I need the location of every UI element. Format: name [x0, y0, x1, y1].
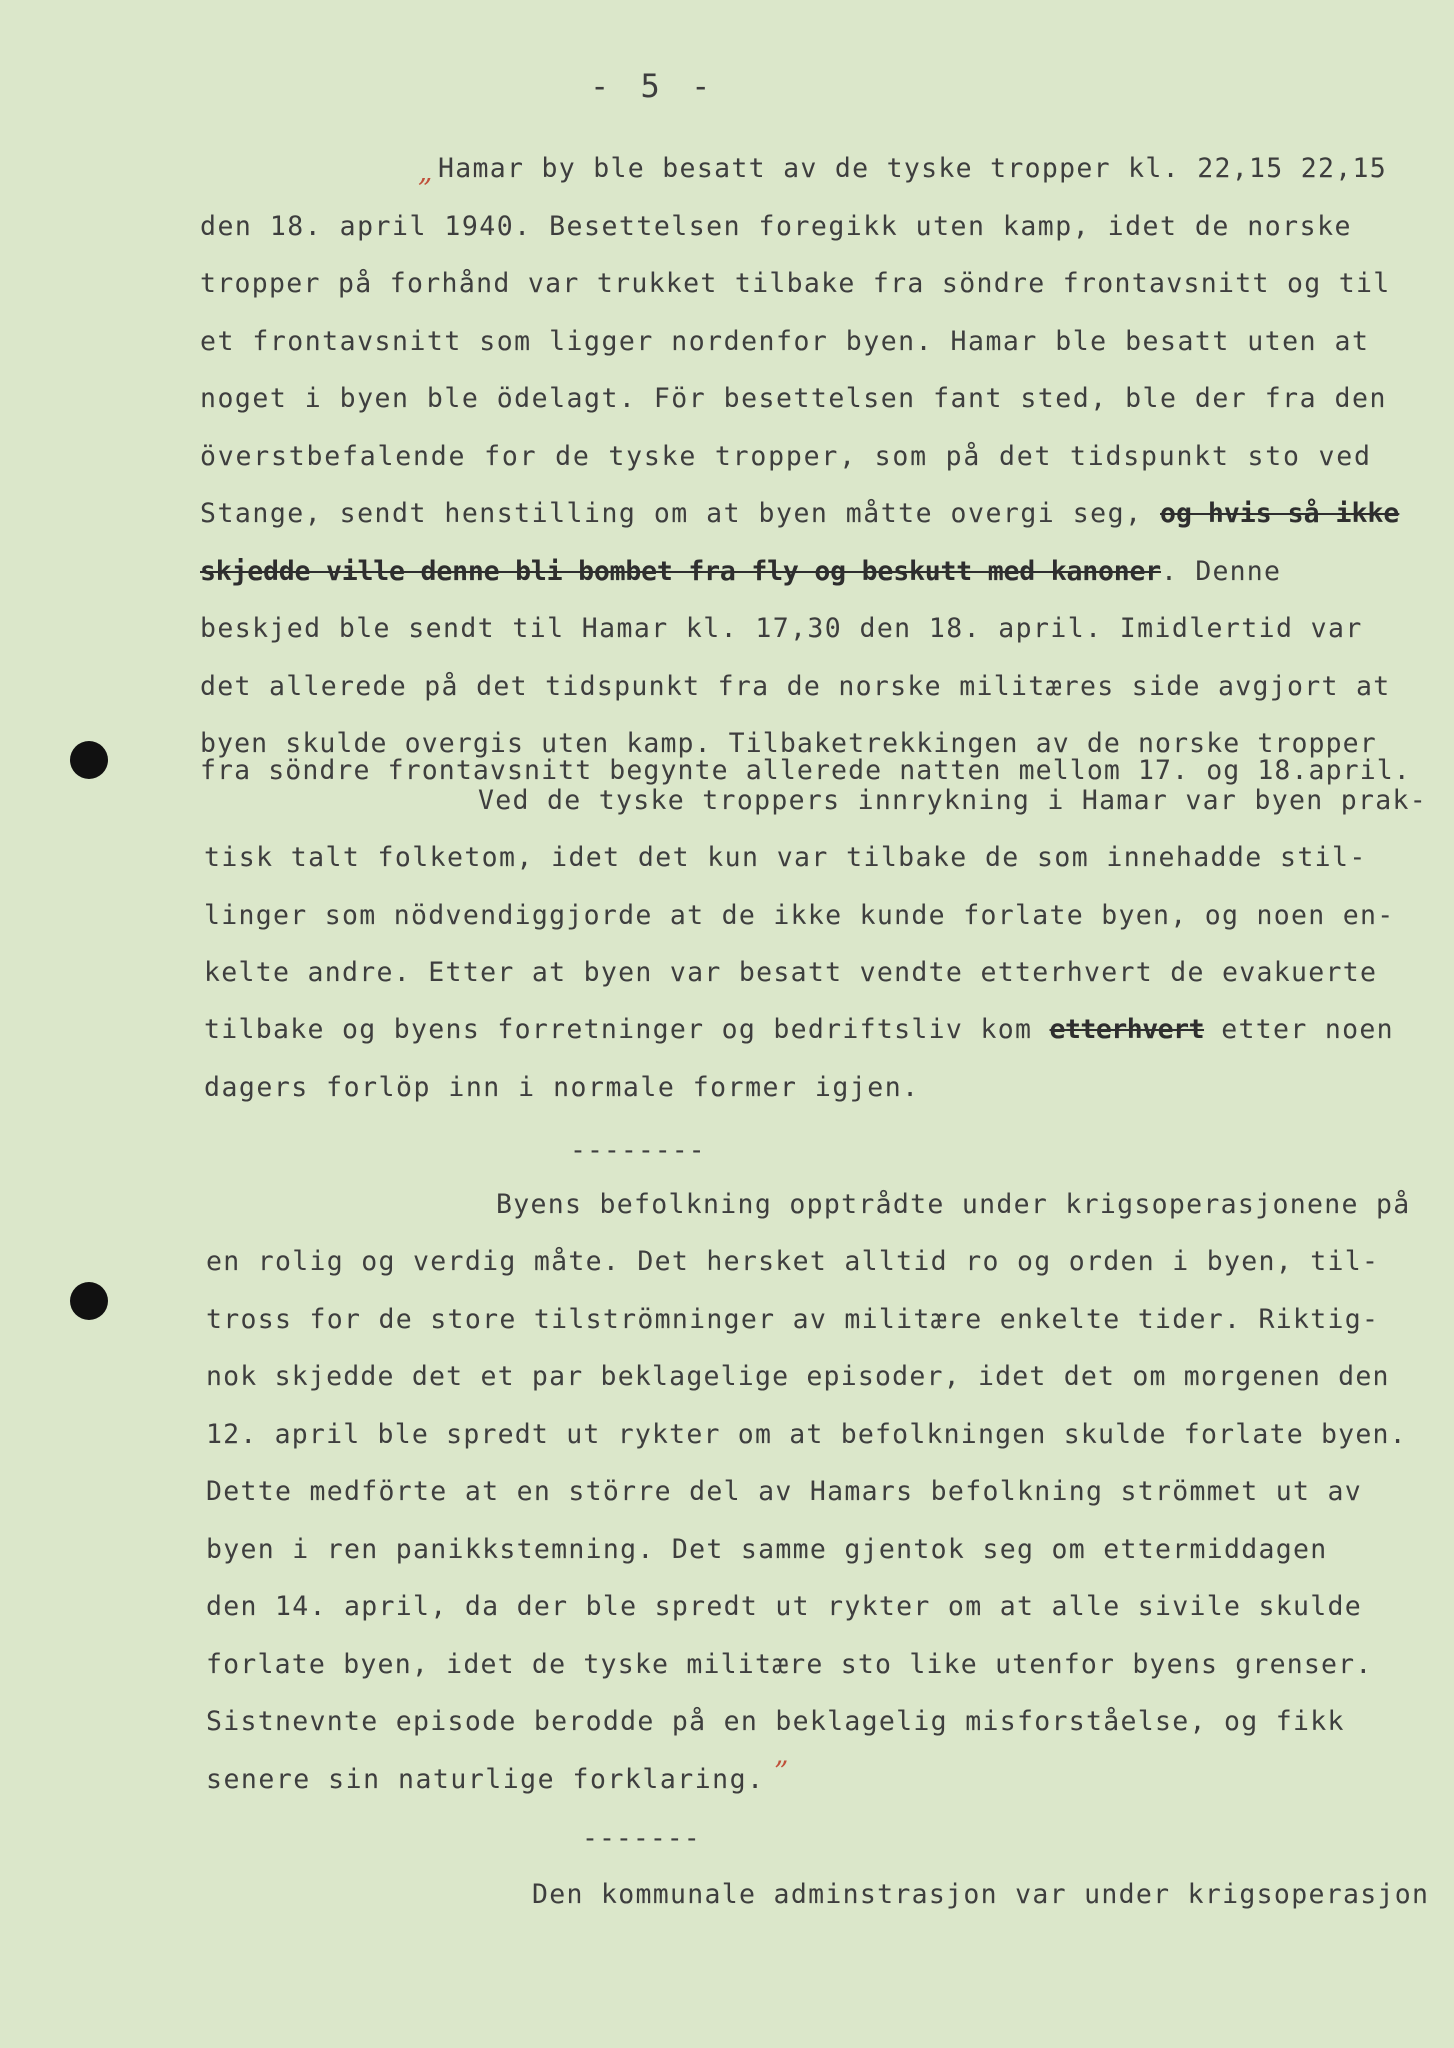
paragraph-1-line-5: noget i byen ble ödelagt. För besettelsen fant sted, ble der fra den: [200, 383, 1387, 414]
paragraph-2-line-1: Ved de tyske troppers innrykning i Hamar var byen prak-: [478, 785, 1427, 816]
paragraph-1-line-6: överstbefalende for de tyske tropper, som på det tidspunkt sto ved: [200, 441, 1372, 472]
page-number: - 5 -: [590, 67, 717, 105]
paragraph-3-line-1: Byens befolkning opptrådte under krigsoperasjonene på: [496, 1189, 1411, 1220]
struck-text-1: og hvis så ikke: [1160, 498, 1400, 529]
paragraph-3-line-7: byen i ren panikkstemning. Det samme gjentok seg om ettermiddagen: [206, 1534, 1328, 1565]
paragraph-1-line-2: den 18. april 1940. Besettelsen foregikk uten kamp, idet de norske: [200, 211, 1352, 242]
paragraph-1-line-3: tropper på forhånd var trukket tilbake fra söndre frontavsnitt og til: [200, 268, 1391, 299]
paragraph-1-line-7-text: Stange, sendt henstilling om at byen måtte overgi seg,: [200, 498, 1143, 529]
paragraph-2-line-5: [204, 1014, 1394, 1045]
paragraph-2-line-2: tisk talt folketom, idet det kun var tilbake de som innehadde stil-: [204, 842, 1367, 873]
paragraph-3-line-11: senere sin naturlige forklaring.: [206, 1764, 765, 1795]
paragraph-3-line-9: forlate byen, idet de tyske militære sto like utenfor byens grenser.: [206, 1649, 1373, 1680]
paragraph-2-line-6: dagers forlöp inn i normale former igjen.: [204, 1072, 920, 1103]
paragraph-3-line-5: 12. april ble spredt ut rykter om at befolkningen skulde forlate byen.: [206, 1419, 1407, 1450]
separator-1: --------: [570, 1135, 706, 1166]
punch-hole-lower: [70, 1282, 108, 1320]
punch-hole-upper: [70, 741, 108, 779]
paragraph-1-line-10: det allerede på det tidspunkt fra de norske militæres side avgjort at: [200, 671, 1391, 702]
paragraph-1-line-11: byen skulde overgis uten kamp. Tilbaketrekkingen av de norske tropper: [200, 728, 1377, 759]
paragraph-1-line-4: et frontavsnitt som ligger nordenfor byen. Hamar ble besatt uten at: [200, 326, 1370, 357]
paragraph-4-line-1: Den kommunale adminstrasjon var under krigsoperasjon: [532, 1879, 1430, 1910]
paragraph-2-line-3: linger som nödvendiggjorde at de ikke kunde forlate byen, og noen en-: [204, 900, 1395, 931]
paragraph-1-line-8: [200, 556, 1282, 587]
paragraph-1-line-8-period: .: [1161, 556, 1179, 587]
paragraph-3-line-6: Dette medförte at en större del av Hamars befolkning strömmet ut av: [206, 1476, 1363, 1507]
paragraph-1-line-1: Hamar by ble besatt av de tyske tropper kl. 22,15 22,15: [438, 153, 1387, 184]
paragraph-3-line-8: den 14. april, da der ble spredt ut rykter om at alle sivile skulde: [206, 1591, 1363, 1622]
margin-mark-top: „: [418, 155, 434, 188]
separator-2: -------: [582, 1823, 701, 1854]
paragraph-3-line-2: en rolig og verdig måte. Det hersket alltid ro og orden i byen, til-: [206, 1246, 1380, 1277]
paragraph-1-line-12: fra söndre frontavsnitt begynte allerede natten mellom 17. og 18.april.: [200, 755, 1411, 786]
paragraph-1-line-7: [200, 498, 1400, 529]
paragraph-2-line-5-tail: etter noen: [1221, 1014, 1394, 1045]
paragraph-1-line-8-tail: Denne: [1178, 556, 1282, 587]
paragraph-3-line-3: tross for de store tilströmninger av militære enkelte tider. Riktig-: [206, 1304, 1380, 1335]
margin-mark-bottom: ”: [774, 1755, 789, 1788]
struck-text-3: etterhvert: [1049, 1014, 1205, 1045]
paragraph-1-line-9: beskjed ble sendt til Hamar kl. 17,30 den 18. april. Imidlertid var: [200, 613, 1363, 644]
struck-text-2: skjedde ville denne bli bombet fra fly og beskutt med kanoner: [200, 556, 1162, 587]
paragraph-2-line-4: kelte andre. Etter at byen var besatt vendte etterhvert de evakuerte: [204, 957, 1378, 988]
paragraph-3-line-10: Sistnevnte episode berodde på en beklagelig misforståelse, og fikk: [206, 1706, 1345, 1737]
paragraph-3-line-4: nok skjedde det et par beklagelige episoder, idet det om morgenen den: [206, 1361, 1390, 1392]
paragraph-2-line-5-text: tilbake og byens forretninger og bedriftsliv kom: [204, 1014, 1033, 1045]
